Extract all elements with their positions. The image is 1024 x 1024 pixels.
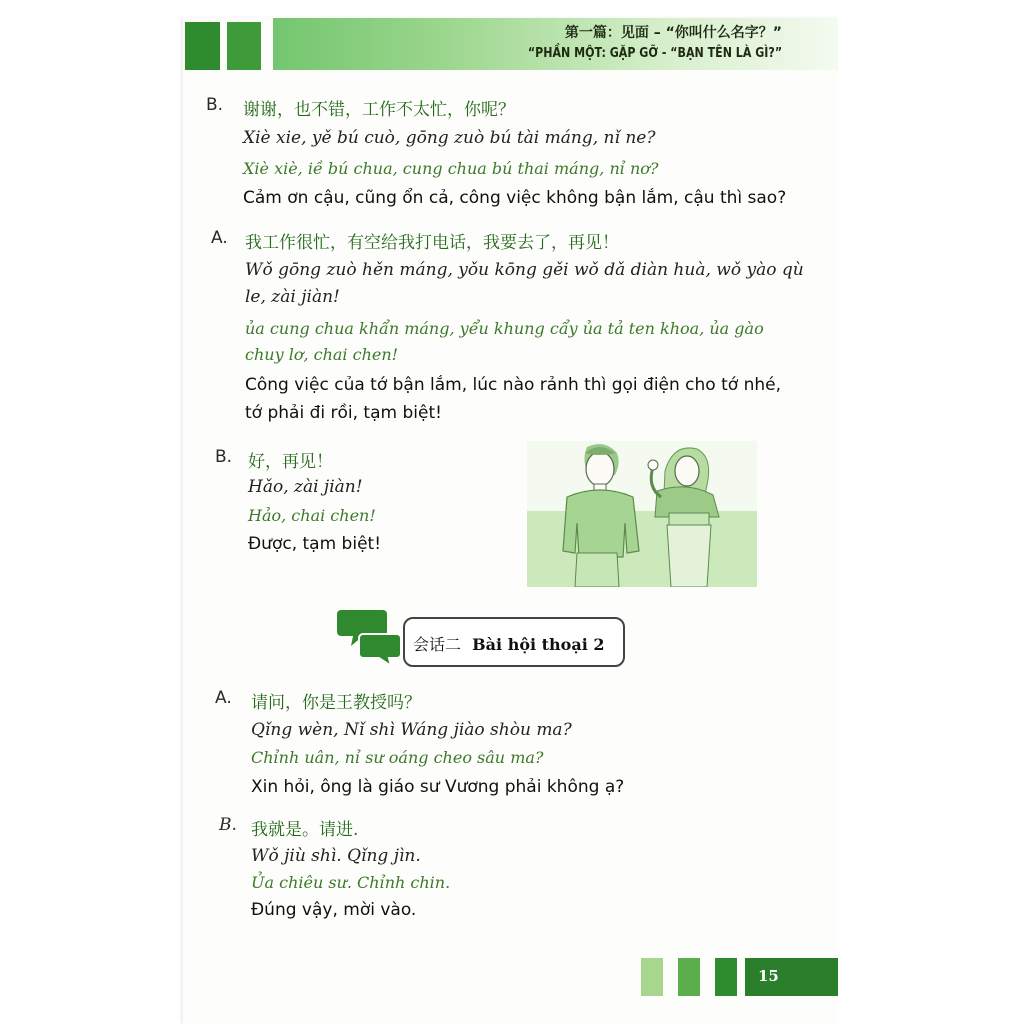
header-square-2 xyxy=(227,22,261,70)
book-page xyxy=(183,18,838,1024)
chinese-line: 我工作很忙，有空给我打电话，我要去了，再见！ xyxy=(245,233,619,253)
vietnamese-line: Cảm ơn cậu, cũng ổn cả, công việc không bận lắm, cậu thì sao? xyxy=(243,188,787,208)
section-heading-vi: Bài hội thoại 2 xyxy=(472,635,605,654)
vietnamese-line: tớ phải đi rồi, tạm biệt! xyxy=(245,403,442,423)
chinese-line: 我就是。请进. xyxy=(251,820,359,840)
pinyin-line: Wǒ jiù shì. Qǐng jìn. xyxy=(251,846,421,866)
footer-square-3 xyxy=(715,958,737,996)
speaker-label: A. xyxy=(215,688,232,708)
speaker-label: B. xyxy=(206,95,224,115)
page-number: 15 xyxy=(758,967,779,985)
speaker-label: A. xyxy=(211,228,228,248)
section-heading xyxy=(413,632,605,655)
phonetic-line: chuy lơ, chai chen! xyxy=(245,345,399,364)
footer-square-2 xyxy=(678,958,700,996)
speech-bubbles-icon xyxy=(337,606,407,666)
speaker-label: B. xyxy=(219,815,237,835)
section-heading-zh: 会话二 xyxy=(413,635,462,654)
illustration-ground xyxy=(527,511,757,587)
phonetic-line: ủa cung chua khẩn máng, yểu khung cẩy ủa tả ten khoa, ủa gào xyxy=(245,319,764,338)
phonetic-line: Ủa chiêu sư. Chỉnh chin. xyxy=(251,873,451,892)
chinese-line: 请问，你是王教授吗？ xyxy=(251,693,421,713)
vietnamese-line: Đúng vậy, mời vào. xyxy=(251,900,417,920)
pinyin-line: Qǐng wèn, Nǐ shì Wáng jiào shòu ma? xyxy=(251,720,572,740)
pinyin-line: Hǎo, zài jiàn! xyxy=(248,477,363,497)
phonetic-line: Chỉnh uân, nỉ sư oáng cheo sâu ma? xyxy=(251,748,544,767)
chapter-subtitle: “PHẦN MỘT: GẶP GỠ - “BẠN TÊN LÀ GÌ?” xyxy=(527,46,782,61)
pinyin-line: Xiè xie, yě bú cuò, gōng zuò bú tài máng, nǐ ne? xyxy=(243,128,656,148)
footer-square-1 xyxy=(641,958,663,996)
vietnamese-line: Công việc của tớ bận lắm, lúc nào rảnh thì gọi điện cho tớ nhé, xyxy=(245,375,781,395)
chapter-title: 第一篇：见面 – “你叫什么名字？” xyxy=(564,25,782,41)
pinyin-line: Wǒ gōng zuò hěn máng, yǒu kōng gěi wǒ dǎ diàn huà, wǒ yào qù xyxy=(245,260,804,280)
phonetic-line: Hảo, chai chen! xyxy=(248,506,376,525)
two-people-illustration xyxy=(527,441,757,587)
vietnamese-line: Được, tạm biệt! xyxy=(248,534,382,554)
phonetic-line: Xiè xiè, iề bú chua, cung chua bú thai máng, nỉ nơ? xyxy=(243,159,659,178)
vietnamese-line: Xin hỏi, ông là giáo sư Vương phải không ạ? xyxy=(251,777,625,797)
pinyin-line: le, zài jiàn! xyxy=(245,287,340,307)
header-square-1 xyxy=(185,22,220,70)
speaker-label: B. xyxy=(215,447,233,467)
chinese-line: 谢谢，也不错，工作不太忙，你呢？ xyxy=(243,100,515,120)
chinese-line: 好，再见！ xyxy=(248,452,333,472)
